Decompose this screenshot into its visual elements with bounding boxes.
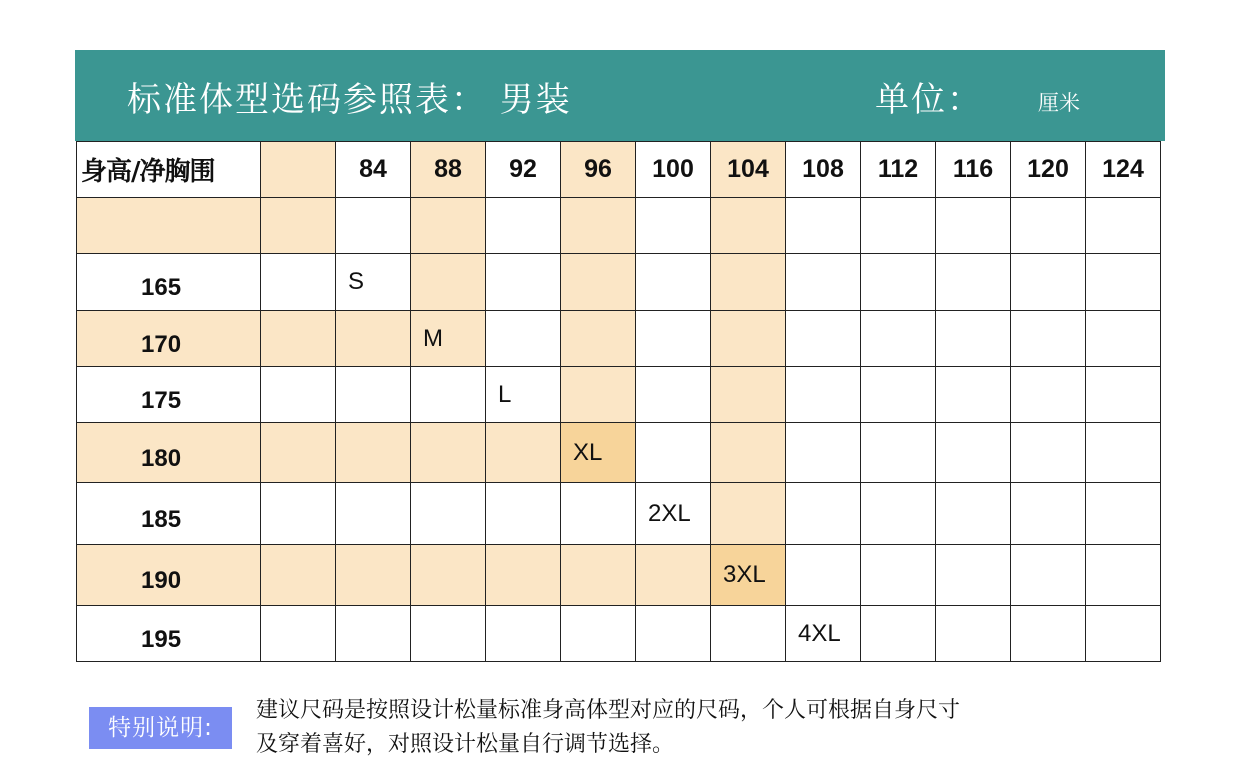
height-cell <box>77 606 261 662</box>
table-cell <box>786 483 861 545</box>
table-cell <box>1086 606 1161 662</box>
chest-header-cell <box>261 142 336 198</box>
size-label-cell: L <box>486 367 561 423</box>
table-cell <box>936 254 1011 311</box>
table-cell <box>1086 423 1161 483</box>
table-cell <box>561 606 636 662</box>
table-cell <box>411 423 486 483</box>
chest-header-cell: 124 <box>1086 142 1161 198</box>
unit-label: 单位： <box>875 80 983 120</box>
table-cell <box>561 367 636 423</box>
table-cell <box>486 198 561 254</box>
height-label: 165 <box>141 274 182 301</box>
height-cell <box>77 483 261 545</box>
size-label-cell: 2XL <box>636 483 711 545</box>
table-row <box>77 545 1161 606</box>
chest-header-cell: 88 <box>411 142 486 198</box>
table-cell <box>936 606 1011 662</box>
size-label-cell: 4XL <box>786 606 861 662</box>
table-cell <box>861 198 936 254</box>
table-cell <box>411 367 486 423</box>
table-cell <box>336 483 411 545</box>
table-cell <box>786 311 861 367</box>
size-label-cell: S <box>336 254 411 311</box>
table-cell <box>1086 254 1161 311</box>
chest-header-cell: 92 <box>486 142 561 198</box>
chest-header-row <box>77 142 1161 198</box>
table-cell <box>411 254 486 311</box>
table-cell <box>861 311 936 367</box>
height-cell <box>77 423 261 483</box>
size-chart-table <box>76 141 1161 662</box>
table-cell <box>1011 311 1086 367</box>
table-cell <box>261 311 336 367</box>
table-cell <box>636 545 711 606</box>
table-cell <box>711 254 786 311</box>
table-cell <box>636 254 711 311</box>
table-cell <box>861 367 936 423</box>
table-cell <box>936 367 1011 423</box>
table-cell <box>486 311 561 367</box>
table-row <box>77 606 1161 662</box>
table-cell <box>786 254 861 311</box>
table-cell <box>861 423 936 483</box>
table-cell <box>711 483 786 545</box>
table-cell <box>861 545 936 606</box>
table-cell <box>261 545 336 606</box>
table-cell <box>561 254 636 311</box>
size-label-cell: M <box>411 311 486 367</box>
special-note-text <box>256 694 1156 762</box>
table-cell <box>261 198 336 254</box>
chest-header-cell: 100 <box>636 142 711 198</box>
table-cell <box>261 423 336 483</box>
table-cell <box>711 198 786 254</box>
table-cell <box>1011 254 1086 311</box>
table-cell <box>936 311 1011 367</box>
table-cell <box>636 198 711 254</box>
table-cell <box>261 606 336 662</box>
chest-header-cell: 96 <box>561 142 636 198</box>
table-cell <box>786 545 861 606</box>
table-cell <box>786 367 861 423</box>
note-line: 及穿着喜好，对照设计松量自行调节选择。 <box>256 732 675 757</box>
table-cell <box>861 483 936 545</box>
table-cell <box>786 198 861 254</box>
table-cell <box>861 606 936 662</box>
table-cell <box>336 423 411 483</box>
chest-header-cell: 116 <box>936 142 1011 198</box>
table-cell <box>1086 311 1161 367</box>
table-row <box>77 367 1161 423</box>
table-cell <box>336 198 411 254</box>
height-label: 175 <box>141 386 182 414</box>
table-cell <box>711 311 786 367</box>
chest-header-cell: 104 <box>711 142 786 198</box>
table-cell <box>261 483 336 545</box>
table-cell <box>411 483 486 545</box>
table-cell <box>561 311 636 367</box>
note-line: 建议尺码是按照设计松量标准身高体型对应的尺码，个人可根据自身尺寸 <box>256 698 961 723</box>
size-label-cell: XL <box>561 423 636 483</box>
table-cell <box>636 311 711 367</box>
table-cell <box>411 198 486 254</box>
chest-header-cell: 112 <box>861 142 936 198</box>
table-row <box>77 198 1161 254</box>
height-label: 185 <box>141 505 182 533</box>
table-cell <box>336 367 411 423</box>
table-cell <box>1086 367 1161 423</box>
table-cell <box>336 311 411 367</box>
table-row <box>77 423 1161 483</box>
chest-header-cell: 108 <box>786 142 861 198</box>
height-cell <box>77 545 261 606</box>
table-cell <box>1011 423 1086 483</box>
table-cell <box>711 423 786 483</box>
unit-value: 厘米 <box>1038 91 1080 115</box>
table-cell <box>411 545 486 606</box>
page-title: 标准体型选码参照表： 男装 <box>127 80 572 120</box>
table-cell <box>486 423 561 483</box>
corner-label: 身高/净胸围 <box>77 142 261 198</box>
table-cell <box>1011 367 1086 423</box>
table-cell <box>561 198 636 254</box>
title-bar <box>75 50 1165 141</box>
table-row <box>77 483 1161 545</box>
size-label-cell: 3XL <box>711 545 786 606</box>
table-cell <box>1011 545 1086 606</box>
table-cell <box>1011 198 1086 254</box>
height-cell <box>77 198 261 254</box>
table-cell <box>711 367 786 423</box>
table-cell <box>1086 483 1161 545</box>
table-cell <box>336 606 411 662</box>
table-cell <box>936 545 1011 606</box>
height-cell <box>77 311 261 367</box>
height-cell <box>77 254 261 311</box>
height-label: 180 <box>141 444 182 472</box>
table-row <box>77 254 1161 311</box>
special-note-label: 特别说明: <box>89 707 232 749</box>
table-row <box>77 311 1161 367</box>
table-cell <box>1086 545 1161 606</box>
table-cell <box>486 606 561 662</box>
table-cell <box>486 483 561 545</box>
chest-header-cell: 120 <box>1011 142 1086 198</box>
table-cell <box>486 254 561 311</box>
table-cell <box>711 606 786 662</box>
height-label: 195 <box>141 625 182 653</box>
table-cell <box>1011 483 1086 545</box>
table-cell <box>861 254 936 311</box>
table-cell <box>1086 198 1161 254</box>
height-label: 170 <box>141 330 182 358</box>
table-cell <box>936 198 1011 254</box>
table-cell <box>561 483 636 545</box>
table-cell <box>411 606 486 662</box>
table-cell <box>1011 606 1086 662</box>
table-cell <box>636 606 711 662</box>
table-cell <box>336 545 411 606</box>
table-cell <box>636 367 711 423</box>
table-cell <box>261 254 336 311</box>
table-cell <box>261 367 336 423</box>
chest-header-cell: 84 <box>336 142 411 198</box>
table-cell <box>936 423 1011 483</box>
table-cell <box>786 423 861 483</box>
table-cell <box>636 423 711 483</box>
height-label: 190 <box>141 567 182 594</box>
table-cell <box>486 545 561 606</box>
table-cell <box>936 483 1011 545</box>
table-cell <box>561 545 636 606</box>
height-cell <box>77 367 261 423</box>
